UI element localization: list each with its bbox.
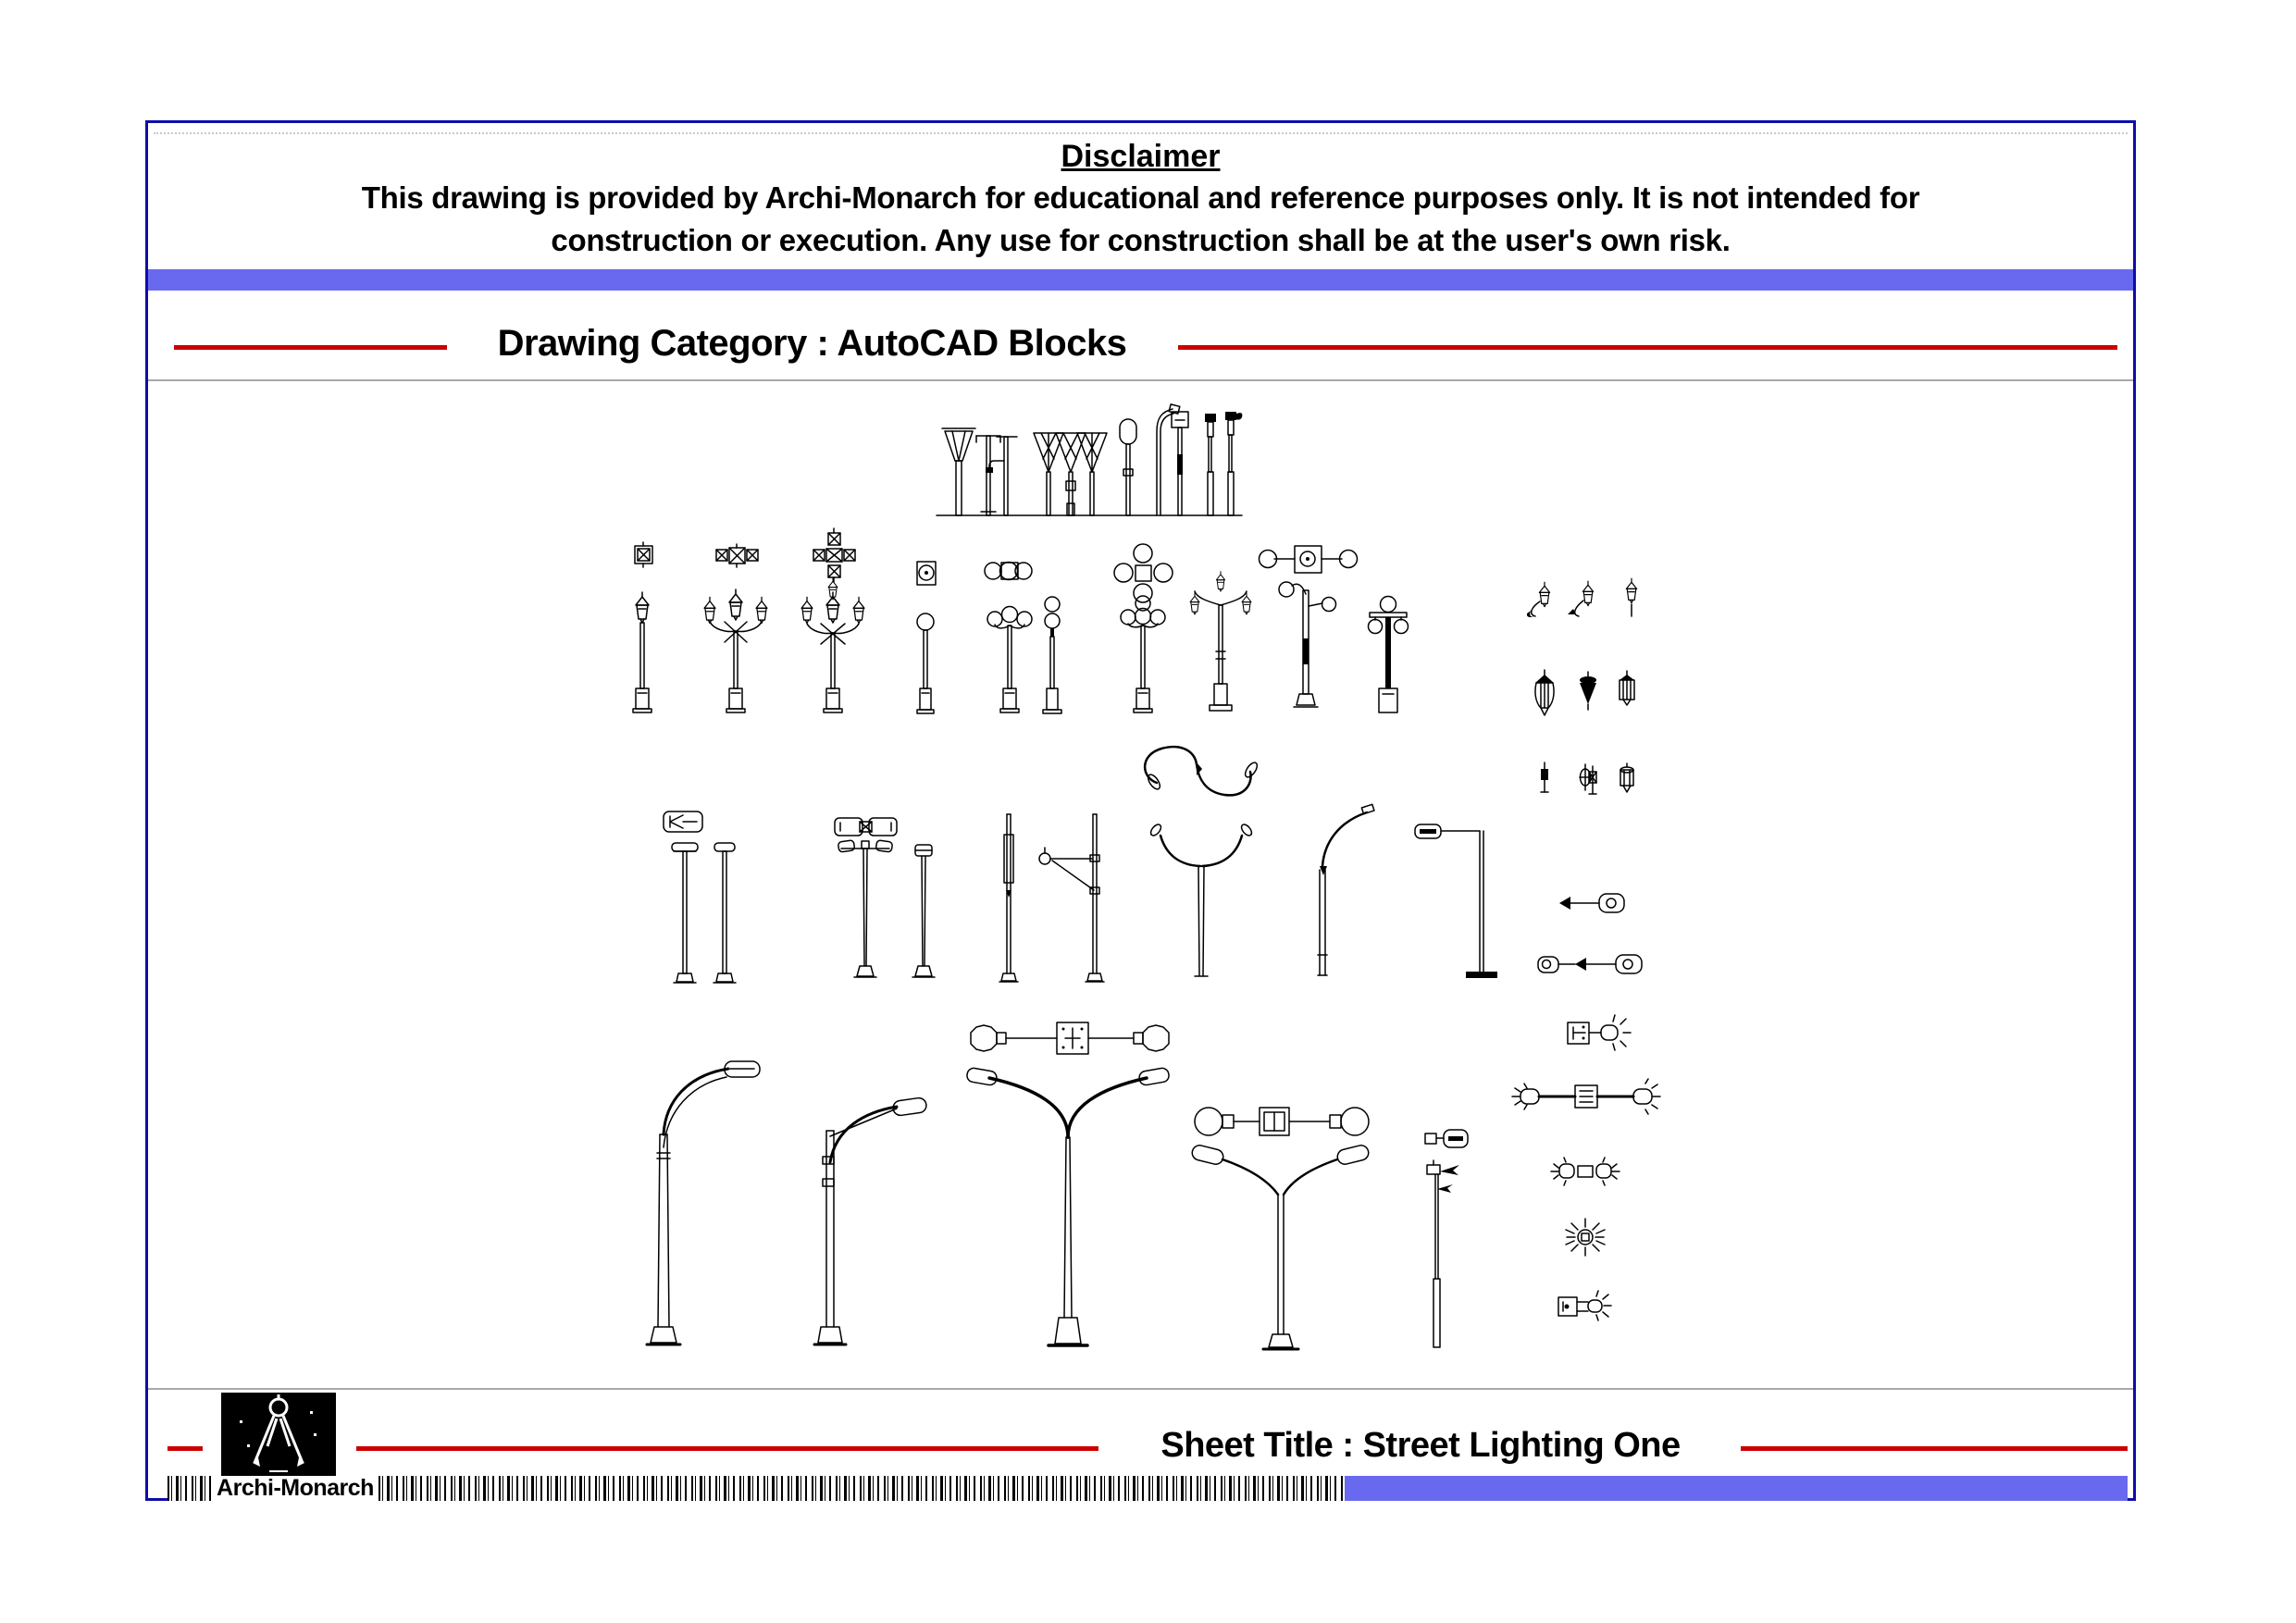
block-flat-cap-pole-a (672, 843, 698, 983)
block-straight-service-pole (999, 814, 1018, 982)
accent-bar-bottom (1345, 1476, 2128, 1501)
brand-logo (221, 1393, 336, 1476)
sheet-rule-dash (168, 1446, 203, 1451)
barcode-strip (168, 1476, 1345, 1501)
block-three-lantern-post (704, 589, 767, 712)
dotted-rule (154, 132, 2128, 134)
compass-icon (221, 1393, 336, 1476)
block-plan-twin-arm-luminaire (1538, 955, 1642, 973)
disclaimer-block (148, 136, 2133, 262)
disclaimer-title: Disclaimer (1061, 139, 1221, 174)
block-wall-lantern-scroll-b (1568, 581, 1594, 616)
block-flat-cap-pole-b (714, 843, 736, 983)
block-mini-stem-lamp (1589, 766, 1596, 794)
block-globe-post (917, 613, 934, 713)
block-highway-truss-arm-light (814, 1097, 927, 1344)
sheet-rule-right (1741, 1446, 2128, 1451)
block-mini-cylinder-lantern (1620, 763, 1633, 792)
block-plan-box-globe (917, 562, 936, 585)
block-wall-shining-luminaire (1558, 1291, 1611, 1320)
block-bollard-tulip-light (942, 428, 975, 515)
block-u-curve-twin-lamp (1148, 823, 1253, 976)
block-hanging-wall-lantern (1626, 578, 1636, 616)
block-cone-top-light-b (1056, 433, 1086, 515)
block-twin-lantern-post (1190, 572, 1251, 711)
block-l-arm-box-luminaire (1415, 824, 1497, 978)
block-twin-head-t-pole (838, 840, 892, 977)
block-curved-arm-pole (1318, 804, 1374, 975)
sheet-rule-left (356, 1446, 1098, 1451)
category-title: Drawing Category : AutoCAD Blocks (497, 323, 1127, 364)
block-capped-pole-a (1205, 414, 1216, 515)
block-t-top-pole (976, 436, 1000, 515)
block-modern-twin-arm-globe-pole (1279, 582, 1336, 707)
sheet-title: Sheet Title : Street Lighting One (1160, 1426, 1681, 1465)
block-plan-triple-square-luminaire (716, 544, 758, 567)
block-four-globe-post (1121, 596, 1165, 712)
block-lantern-post (633, 592, 652, 712)
block-cone-top-light-c (1077, 433, 1107, 515)
block-highway-single-arm-light (647, 1061, 760, 1344)
block-striped-wall-lantern (1620, 671, 1634, 705)
block-solid-cone-wall-lantern (1580, 672, 1596, 710)
block-plan-cross-five-luminaire (813, 528, 855, 582)
brand-name: Archi-Monarch (212, 1476, 379, 1501)
block-highway-double-curved-arm-light (966, 1067, 1170, 1345)
block-s-scroll-twin-lamp (1145, 747, 1260, 795)
block-flag-sensor-pole (1427, 1160, 1459, 1347)
block-stacked-globe-post (1043, 597, 1061, 713)
block-plan-double-globe-arm (1195, 1108, 1369, 1135)
block-cone-top-light-a (1034, 433, 1063, 515)
block-box-top-pole (1172, 412, 1188, 515)
disclaimer-line2: construction or execution. Any use for construction shall be at the user's own risk. (551, 223, 1731, 257)
block-ornate-wall-lantern (1535, 670, 1554, 715)
block-single-cap-pole (912, 845, 935, 977)
block-capped-pole-b (1225, 412, 1242, 515)
block-oval-lamp-post (1120, 419, 1136, 515)
block-five-lantern-post (801, 578, 864, 712)
block-plan-box-luminaire-small (1425, 1130, 1468, 1147)
block-three-globe-post (987, 607, 1032, 713)
disclaimer-line1: This drawing is provided by Archi-Monarch for educational and reference purposes only. It is not intended for (361, 180, 1920, 215)
block-plan-box-shining-luminaire (1568, 1015, 1631, 1050)
barcode-segment (168, 1476, 212, 1501)
block-wall-lantern-scroll-a (1527, 582, 1550, 617)
block-highway-double-angled-arm-light (1191, 1144, 1371, 1349)
block-plan-compact-twin-shining (1551, 1158, 1620, 1185)
footer-divider (148, 1388, 2133, 1390)
block-t-bar-globe-pole (1369, 597, 1409, 713)
block-mini-post-light (1541, 762, 1548, 792)
block-curved-top-pole (1157, 404, 1180, 515)
block-plan-luminaire-bracket (664, 812, 702, 832)
barcode-segment (379, 1476, 1345, 1501)
block-plan-arm-luminaire (1559, 894, 1624, 912)
block-plan-triple-globe (985, 563, 1032, 580)
sheet-page (145, 120, 2136, 1501)
category-rule-left (174, 345, 447, 350)
block-plan-twin-luminaire (835, 818, 897, 836)
block-plan-double-globe-cross-arm (971, 1022, 1169, 1054)
block-plan-radial-shining-luminaire (1566, 1219, 1605, 1256)
block-plan-quatrefoil-globe (1114, 544, 1173, 602)
block-arm-and-brace-pole (1039, 814, 1104, 982)
accent-bar-top (148, 269, 2133, 291)
category-rule-right (1178, 345, 2117, 350)
block-plan-twin-globe-cross-arm (1260, 546, 1358, 573)
block-plan-twin-shining-cross-arm (1512, 1079, 1660, 1114)
block-plan-square-luminaire (635, 542, 652, 567)
cad-drawing-area (148, 381, 2133, 1388)
